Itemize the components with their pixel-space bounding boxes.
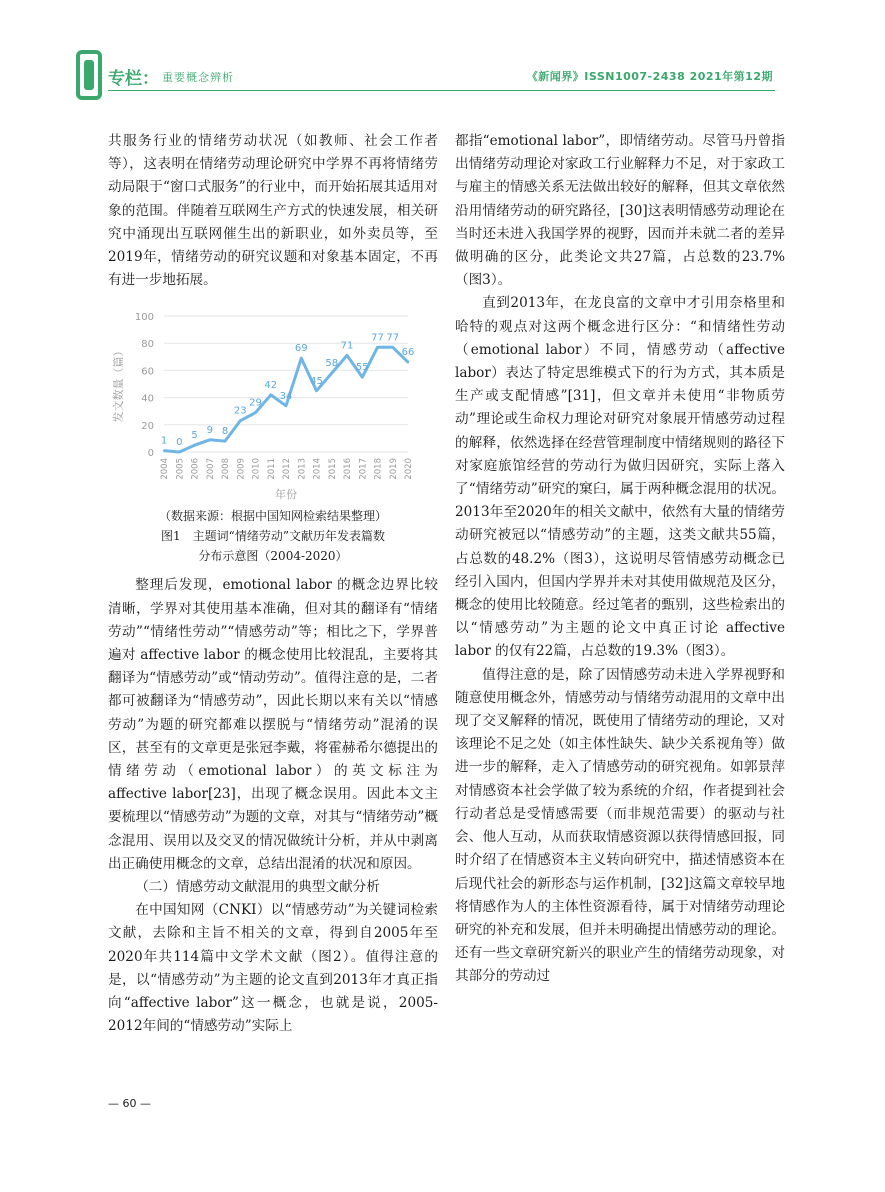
data-label: 29 [249,397,262,409]
data-label: 77 [371,332,384,344]
y-tick-label: 0 [147,448,154,460]
x-tick-label: 2010 [251,458,262,481]
figure-1 [108,302,438,502]
data-label: 42 [264,380,278,392]
data-point [285,405,287,407]
y-tick-label: 40 [141,394,154,406]
x-tick-label: 2008 [221,458,231,481]
figure-caption-line-2: 分布示意图（2004-2020） [198,549,348,564]
data-label: 34 [279,391,293,403]
data-point [331,372,333,374]
column-logo-icon [76,50,102,100]
page-number: — 60 — [108,1097,151,1110]
data-point [361,376,363,378]
x-tick-label: 2006 [190,458,201,481]
left-paragraph-3: 在中国知网（CNKI）以“情感劳动”为关键词检索文献，去除和主旨不相关的文章，得到自2005年至2020年共114篇中文学术文献（图2）。值得注意的是，以“情感劳动”为主题的论文直到2013年才真正指向“affective labor”这一概念，也就是说，2005-2012年间的“情感劳动”实际上 [108,902,438,1035]
journal-info: 《新闻界》ISSN1007-2438 2021年第12期 [526,70,773,83]
data-label: 77 [386,332,400,344]
data-label: 5 [191,430,198,442]
x-tick-label: 2009 [236,458,247,481]
data-point [193,444,195,446]
figure-caption-line-1: 图1 主题词“情绪劳动”文献历年发表篇数 [161,529,385,544]
data-label: 66 [401,347,415,359]
column-subtitle: 重要概念辨析 [162,71,234,84]
x-tick-label: 2012 [282,458,292,481]
data-label: 71 [340,340,354,352]
figure-source: （数据来源：根据中国知网检索结果整理） [158,509,387,524]
data-point [376,347,378,349]
data-point [209,439,211,441]
page-header [0,0,885,110]
header-divider [108,90,775,91]
x-tick-label: 2015 [327,458,338,481]
right-paragraph-2: 直到2013年，在龙良富的文章中才引用奈格里和哈特的观点对这两个概念进行区分：“和情绪性劳动（emotional labor）不同，情感劳动（affective labor）表达了特定思维模式下的行为方式，其本质是生产或支配情感”[31]，但文章并未使用“非物质劳动”理论或生命权力理论对研究对象展开情感劳动过程的解释，依然选择在经营管理制度中情绪规则的路径下对家庭旅馆经营的劳动行为做归因研究，实际上落入了“情绪劳动”研究的窠臼，属于两种概念混用的状况。2013年至2020年的相关文献中，依然有大量的情绪劳动研究被冠以“情感劳动”的主题，这类文献共55篇，占总数的48.2%（图3），这说明尽管情感劳动概念已经引入国内，但国内学界并未对其使用做规范及区分，概念的使用比较随意。经过笔者的甄别，这些检索出的以“情感劳动”为主题的论文中真正讨论 affective labor 的仅有22篇，占总数的19.3%（图3）。 [455,295,785,660]
data-label: 8 [221,426,229,438]
data-label: 23 [233,406,247,418]
column-label: 专栏： [108,69,159,89]
publication-line-chart [108,302,438,502]
data-label: 55 [355,362,369,374]
data-label: 0 [176,437,183,449]
x-tick-label: 2013 [297,458,308,481]
data-point [407,361,409,363]
section-heading: （二）情感劳动文献混用的典型文献分析 [135,879,380,896]
right-paragraph-3: 值得注意的是，除了因情感劳动未进入学界视野和随意使用概念外，情感劳动与情绪劳动混用的文章中出现了交叉解释的情况，既使用了情绪劳动的理论，又对该理论不足之处（如主体性缺失、缺少关系视角等）做进一步的解释，走入了情感劳动的研究视角。如郭景萍对情感资本社会学做了较为系统的介绍，作者提到社会行动者总是受情感需要（而非规范需要）的驱动与社会、他人互动，从而获取情感资源以获得情感回报，同时介绍了在情感资本主义转向研究中，描述情感资本在后现代社会的新形态与运作机制，[32]这篇文章较早地将情感作为人的主体性资源看待，属于对情绪劳动理论研究的补充和发展，但并未明确提出情感劳动的理论。还有一些文章研究新兴的职业产生的情绪劳动现象，对其部分的劳动过 [455,666,785,985]
x-tick-label: 2017 [358,458,369,481]
data-point [254,412,256,414]
data-point [224,440,226,442]
data-point [346,355,348,357]
right-column [455,130,785,989]
data-label: 45 [310,376,323,388]
x-tick-label: 2019 [388,458,399,481]
data-label: 69 [294,343,308,355]
x-tick-label: 2016 [343,458,353,481]
data-label: 58 [325,358,339,370]
data-point [300,357,302,359]
x-tick-label: 2004 [160,458,170,481]
y-tick-label: 100 [134,312,154,324]
data-label: 1 [160,436,168,448]
right-paragraph-1: 都指“emotional labor”，即情绪劳动。尽管马丹曾指出情绪劳动理论对家政工行业解释力不足，对于家政工与雇主的情感关系无法做出较好的解释，但其文章依然沿用情绪劳动的研究路径，[30]这表明情感劳动理论在当时还未进入我国学界的视野，因而并未就二者的差异做明确的区分，此类论文共27篇，占总数的23.7%（图3）。 [455,133,785,289]
data-point [163,450,165,452]
y-tick-label: 20 [141,421,154,433]
data-point [270,394,272,396]
x-axis-label: 年份 [275,488,297,502]
x-tick-label: 2014 [312,458,323,481]
data-point [178,451,180,453]
x-tick-label: 2005 [175,458,186,481]
data-point [239,420,241,422]
data-label: 9 [206,425,213,437]
x-tick-label: 2011 [266,458,277,481]
data-point [392,347,394,349]
x-tick-label: 2020 [404,458,414,481]
left-paragraph-2: 整理后发现，emotional labor 的概念边界比较清晰，学界对其使用基本准确，但对其的翻译有“情绪劳动”“情绪性劳动”“情感劳动”等；相比之下，学界普遍对 affective labor 的概念使用比较混乱，主要将其翻译为“情感劳动”或“情动劳动”。值得注意的是，二者都可被翻译为“情感劳动”，因此长期以来有关以“情感劳动”为题的研究都难以摆脱与“情绪劳动”混淆的误区，甚至有的文章更是张冠李戴，将霍赫希尔德提出的情绪劳动（emotional labor）的英文标注为 affective labor[23]，出现了概念误用。因此本文主要梳理以“情感劳动”为题的文章，对其与“情绪劳动”概念混用、误用以及交叉的情况做统计分析，并从中剥离出正确使用概念的文章，总结出混淆的状况和原因。 [108,577,438,872]
y-axis-label: 发文数量（篇） [112,345,125,423]
y-tick-label: 80 [141,339,154,351]
left-paragraph-1: 共服务行业的情绪劳动状况（如教师、社会工作者等），这表明在情绪劳动理论研究中学界不再将情绪劳动局限于“窗口式服务”的行业中，而开始拓展其适用对象的范围。伴随着互联网生产方式的快速发展，相关研究中涌现出互联网催生出的新职业，如外卖员等，至2019年，情绪劳动的研究议题和对象基本固定，不再有进一步地拓展。 [108,133,438,289]
y-tick-label: 60 [141,366,154,378]
data-point [315,390,317,392]
x-tick-label: 2018 [373,458,384,481]
x-tick-label: 2007 [205,458,216,481]
left-column [108,130,438,1038]
